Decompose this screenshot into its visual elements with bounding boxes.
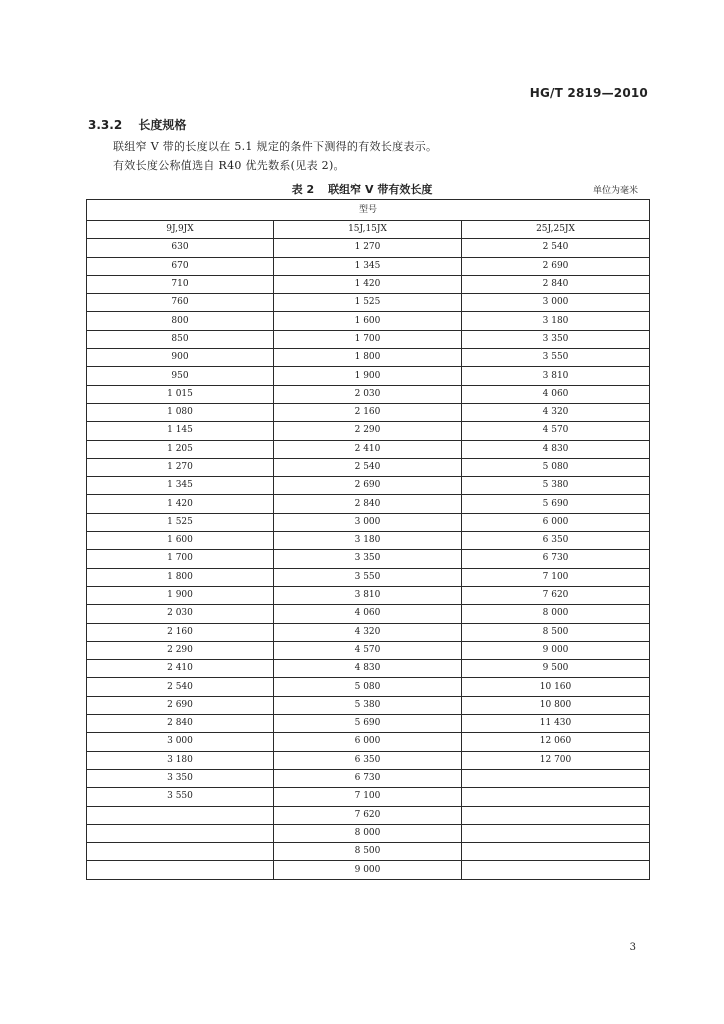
table-cell: 2 540 [87, 678, 274, 696]
table-cell: 800 [87, 312, 274, 330]
table-cell [87, 843, 274, 861]
table-cell: 3 350 [462, 330, 650, 348]
table-row [87, 403, 650, 421]
table-cell [462, 806, 650, 824]
table-cell: 1 145 [87, 422, 274, 440]
table-title: 联组窄 V 带有效长度 [328, 183, 433, 196]
table-cell: 3 550 [274, 568, 462, 586]
table-cell: 9 000 [462, 641, 650, 659]
table-cell: 1 080 [87, 403, 274, 421]
table-cell: 2 540 [462, 239, 650, 257]
table-cell: 1 270 [274, 239, 462, 257]
table-cell: 4 060 [462, 385, 650, 403]
table-row [87, 788, 650, 806]
table-cell: 1 800 [274, 349, 462, 367]
table-cell: 6 730 [462, 550, 650, 568]
table-row [87, 513, 650, 531]
table-cell: 7 100 [274, 788, 462, 806]
table-cell [87, 824, 274, 842]
table-cell: 12 060 [462, 733, 650, 751]
table-row [87, 861, 650, 879]
table-cell: 9 500 [462, 660, 650, 678]
table-row [87, 275, 650, 293]
table-cell: 1 015 [87, 385, 274, 403]
table-cell: 900 [87, 349, 274, 367]
table-cell: 1 600 [87, 532, 274, 550]
table-row [87, 678, 650, 696]
table-row [87, 422, 650, 440]
table-cell: 2 030 [274, 385, 462, 403]
table-cell: 4 570 [274, 641, 462, 659]
table-cell: 760 [87, 294, 274, 312]
table-cell: 8 500 [462, 623, 650, 641]
table-cell: 10 160 [462, 678, 650, 696]
table-row [87, 330, 650, 348]
table-cell: 3 810 [462, 367, 650, 385]
table-cell [462, 861, 650, 879]
section-number: 3.3.2 [88, 118, 123, 132]
table-row [87, 495, 650, 513]
table-cell: 9 000 [274, 861, 462, 879]
table-cell: 5 380 [462, 477, 650, 495]
column-header-15j: 15J,15JX [274, 221, 462, 239]
table-row [87, 477, 650, 495]
table-row [87, 568, 650, 586]
table-row [87, 733, 650, 751]
table-cell: 4 060 [274, 605, 462, 623]
table-cell: 11 430 [462, 715, 650, 733]
table-cell: 1 205 [87, 440, 274, 458]
table-cell: 4 830 [462, 440, 650, 458]
table-cell: 2 690 [274, 477, 462, 495]
table-cell: 2 690 [462, 257, 650, 275]
table-cell: 1 700 [87, 550, 274, 568]
table-cell: 6 730 [274, 769, 462, 787]
table-cell: 8 000 [462, 605, 650, 623]
table-row [87, 367, 650, 385]
table-row [87, 824, 650, 842]
table-cell [462, 824, 650, 842]
table-cell: 2 160 [274, 403, 462, 421]
table-cell: 2 540 [274, 458, 462, 476]
section-heading [88, 116, 186, 133]
table-cell: 2 840 [462, 275, 650, 293]
table-row [87, 257, 650, 275]
table-row [87, 385, 650, 403]
table-cell: 7 620 [462, 586, 650, 604]
table-row [87, 239, 650, 257]
table-cell: 1 525 [87, 513, 274, 531]
table-cell: 6 000 [462, 513, 650, 531]
table-cell [87, 806, 274, 824]
page-number: 3 [629, 942, 636, 953]
table-cell: 5 690 [274, 715, 462, 733]
table-cell: 2 160 [87, 623, 274, 641]
type-header: 型号 [87, 200, 650, 221]
table-cell: 1 420 [274, 275, 462, 293]
table-body [87, 239, 650, 879]
table-cell: 3 550 [462, 349, 650, 367]
table-cell: 7 620 [274, 806, 462, 824]
table-cell: 710 [87, 275, 274, 293]
table-cell: 630 [87, 239, 274, 257]
table-cell: 950 [87, 367, 274, 385]
table-cell: 1 345 [274, 257, 462, 275]
table-row [87, 806, 650, 824]
table-cell: 1 900 [87, 586, 274, 604]
table-cell: 3 350 [87, 769, 274, 787]
table-row [87, 458, 650, 476]
table-cell: 1 525 [274, 294, 462, 312]
table-row [87, 751, 650, 769]
table-row [87, 715, 650, 733]
table-row [87, 696, 650, 714]
table-cell: 12 700 [462, 751, 650, 769]
table-cell [462, 788, 650, 806]
table-row [87, 586, 650, 604]
table-cell [462, 843, 650, 861]
table-cell: 670 [87, 257, 274, 275]
table-cell: 2 690 [87, 696, 274, 714]
table-cell: 1 600 [274, 312, 462, 330]
table-cell: 3 810 [274, 586, 462, 604]
column-header-25j: 25J,25JX [462, 221, 650, 239]
table-cell: 2 030 [87, 605, 274, 623]
table-cell: 3 180 [462, 312, 650, 330]
table-cell: 5 380 [274, 696, 462, 714]
table-cell: 6 350 [274, 751, 462, 769]
table-cell: 2 410 [87, 660, 274, 678]
table-cell: 2 840 [274, 495, 462, 513]
effective-length-table [86, 199, 650, 880]
table-cell [87, 861, 274, 879]
table-cell: 3 180 [87, 751, 274, 769]
table-unit: 单位为毫米 [592, 186, 638, 196]
table-cell: 8 500 [274, 843, 462, 861]
table-cell: 5 080 [462, 458, 650, 476]
table-cell: 6 350 [462, 532, 650, 550]
table-cell [462, 769, 650, 787]
table-cell: 5 690 [462, 495, 650, 513]
table-row [87, 605, 650, 623]
table-row [87, 623, 650, 641]
table-cell: 1 420 [87, 495, 274, 513]
table-row [87, 532, 650, 550]
standard-code: HG/T 2819—2010 [529, 86, 648, 100]
table-row [87, 550, 650, 568]
table-row [87, 660, 650, 678]
table-cell: 8 000 [274, 824, 462, 842]
table-cell: 3 000 [274, 513, 462, 531]
table-cell: 3 550 [87, 788, 274, 806]
table-cell: 4 570 [462, 422, 650, 440]
table-cell: 1 700 [274, 330, 462, 348]
table-cell: 3 180 [274, 532, 462, 550]
table-cell: 4 320 [274, 623, 462, 641]
table-row [87, 349, 650, 367]
table-cell: 4 830 [274, 660, 462, 678]
paragraph-length-definition: 联组窄 V 带的长度以在 5.1 规定的条件下测得的有效长度表示。 [113, 140, 438, 153]
paragraph-r40-series: 有效长度公称值选自 R40 优先数系(见表 2)。 [113, 159, 345, 172]
table-cell: 5 080 [274, 678, 462, 696]
table-row [87, 440, 650, 458]
table-number: 表 2 [291, 183, 315, 196]
table-cell: 1 900 [274, 367, 462, 385]
table-cell: 1 270 [87, 458, 274, 476]
table-row [87, 843, 650, 861]
table-cell: 2 290 [87, 641, 274, 659]
table-cell: 3 350 [274, 550, 462, 568]
table-cell: 6 000 [274, 733, 462, 751]
table-cell: 2 290 [274, 422, 462, 440]
table-cell: 3 000 [462, 294, 650, 312]
table-row [87, 312, 650, 330]
table-row [87, 294, 650, 312]
table-cell: 7 100 [462, 568, 650, 586]
section-title: 长度规格 [138, 118, 187, 132]
table-cell: 1 800 [87, 568, 274, 586]
table-cell: 4 320 [462, 403, 650, 421]
table-row [87, 769, 650, 787]
table-cell: 1 345 [87, 477, 274, 495]
table-cell: 850 [87, 330, 274, 348]
table-row [87, 641, 650, 659]
table-cell: 3 000 [87, 733, 274, 751]
table-cell: 2 410 [274, 440, 462, 458]
table-cell: 2 840 [87, 715, 274, 733]
table-cell: 10 800 [462, 696, 650, 714]
column-header-9j: 9J,9JX [87, 221, 274, 239]
